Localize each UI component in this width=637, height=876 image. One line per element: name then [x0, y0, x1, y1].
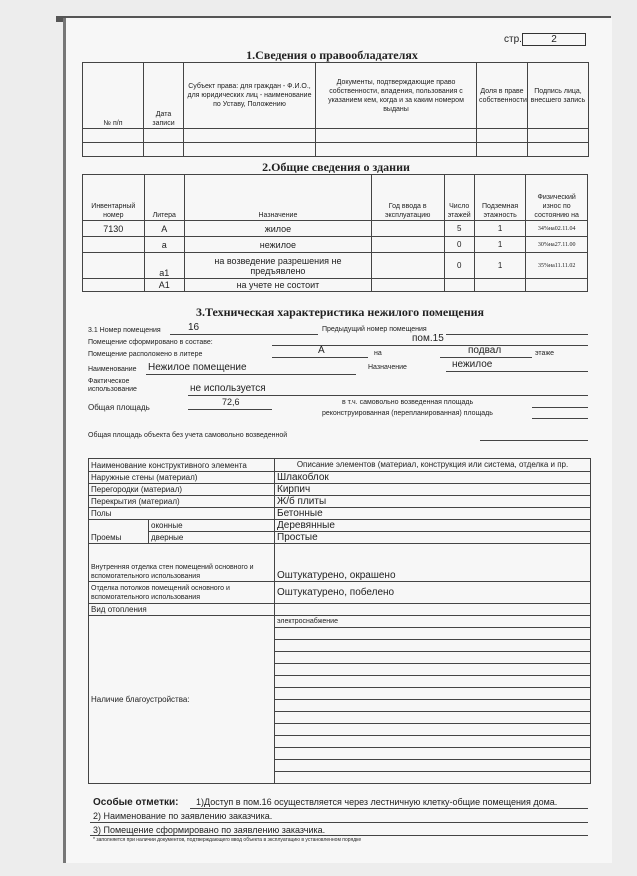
room-number: 16 [188, 322, 200, 333]
table-row [89, 472, 591, 484]
header-inventory: Инвентарный номер [83, 175, 145, 221]
header-year: Год ввода в эксплуатацию [371, 175, 444, 221]
underground-cell [474, 279, 526, 292]
header-signature: Подпись лица, внесшего запись [528, 63, 589, 129]
litera-cell: А1 [144, 279, 184, 292]
walls-value: Шлакоблок [275, 472, 591, 484]
selfbuilt-label: в т.ч. самовольно возведенная площадь [342, 399, 474, 406]
table-row [89, 532, 591, 544]
formed-value: пом.15 [412, 333, 444, 344]
header-element-name: Наименование конструктивного элемента [89, 459, 275, 472]
litera-cell: а1 [144, 253, 184, 279]
ceilings-label: Отделка потолков помещений основного и вспомогательного использования [89, 582, 275, 604]
floors-cell: 0 [444, 237, 474, 253]
table-row [83, 221, 588, 237]
room-number-label: 3.1 Номер помещения [88, 327, 161, 334]
inner-walls-label: Внутренняя отделка стен помещений основного и вспомогательного использования [89, 544, 275, 582]
purpose-cell: на учете не состоит [185, 279, 372, 292]
litera-label: Помещение расположено в литере [88, 351, 203, 358]
table-row [89, 484, 591, 496]
floor-label: Полы [89, 508, 275, 520]
header-date: Дата записи [144, 63, 184, 129]
name-label: Наименование [88, 366, 137, 373]
header-wear: Физический износ по состоянию на [526, 175, 588, 221]
heating-value [275, 604, 591, 616]
inventory-number [83, 253, 145, 279]
floors-value: Ж/б плиты [275, 496, 591, 508]
underground-cell: 1 [474, 221, 526, 237]
door-label: дверные [149, 532, 275, 544]
building-table [82, 174, 588, 292]
purpose-cell: на возведение разрешения не предъявлено [185, 253, 372, 279]
table-row [83, 237, 588, 253]
reconstructed-label: реконструированная (перепланированная) площадь [322, 410, 493, 417]
name-value: Нежилое помещение [148, 362, 247, 373]
actual-use-value: не используется [190, 383, 266, 394]
underground-cell: 1 [474, 253, 526, 279]
scan-edge-left [63, 18, 66, 863]
header-documents: Документы, подтверждающие право собственности, владения, пользования с указанием кем, когда и за каким номером выданы [316, 63, 477, 129]
floor-value: подвал [468, 345, 502, 356]
purpose-cell: жилое [185, 221, 372, 237]
wear-cell [526, 279, 588, 292]
inventory-number: 7130 [83, 221, 145, 237]
ceilings-value: Оштукатурено, побелено [275, 582, 591, 604]
wear-cell: 35%на11.11.02 [526, 253, 588, 279]
table-row [89, 604, 591, 616]
section3-title: 3.Техническая характеристика нежилого помещения [195, 305, 485, 319]
owners-table [82, 62, 589, 157]
area-without-label: Общая площадь объекта без учета самовольно возведенной [88, 432, 288, 439]
wear-cell: 30%на27.11.00 [526, 237, 588, 253]
notes-label: Особые отметки: [93, 797, 179, 808]
floors-cell: 5 [444, 221, 474, 237]
table-row [89, 616, 591, 628]
table-row [83, 253, 588, 279]
page-number: 2 [522, 33, 586, 46]
purpose-cell: нежилое [185, 237, 372, 253]
year-cell [371, 237, 444, 253]
floors-label: Перекрытия (материал) [89, 496, 275, 508]
litera-cell: А [144, 221, 184, 237]
amenities-label: Наличие благоустройства: [89, 616, 275, 784]
year-cell [371, 221, 444, 237]
partitions-value: Кирпич [275, 484, 591, 496]
on-label: на [374, 350, 382, 357]
walls-label: Наружные стены (материал) [89, 472, 275, 484]
underground-cell: 1 [474, 237, 526, 253]
floor-value: Бетонные [275, 508, 591, 520]
table-row [89, 544, 591, 582]
header-floors: Число этажей [444, 175, 474, 221]
inventory-number [83, 237, 145, 253]
door-value: Простые [275, 532, 591, 544]
footnote: * заполняется при наличии документов, подтверждающего ввод объекта в эксплуатацию в установленном порядке [93, 837, 362, 843]
table-row [89, 496, 591, 508]
year-cell [371, 253, 444, 279]
notes-line2: 2) Наименование по заявлению заказчика. [93, 811, 273, 821]
inventory-number [83, 279, 145, 292]
litera-cell: а [144, 237, 184, 253]
notes-line1: 1)Доступ в пом.16 осуществляется через лестничную клетку-общие помещения дома. [196, 797, 558, 807]
area-value: 72,6 [222, 397, 240, 407]
header-element-description: Описание элементов (материал, конструкция или система, отделка и пр. [275, 459, 591, 472]
table-row [83, 129, 589, 143]
header-subject: Субъект права: для граждан - Ф.И.О., для юридических лиц - наименование по Уставу, Положению [184, 63, 316, 129]
header-number: № п/п [83, 63, 144, 129]
purpose-value: нежилое [452, 359, 493, 370]
wear-cell: 34%на02.11.04 [526, 221, 588, 237]
table-row [83, 279, 588, 292]
elements-table [88, 458, 591, 784]
floor-label: этаже [535, 350, 555, 357]
floors-cell: 0 [444, 253, 474, 279]
actual-use-label: Фактическое использование [88, 378, 137, 393]
window-label: оконные [149, 520, 275, 532]
header-purpose: Назначение [185, 175, 372, 221]
prev-number-label: Предыдущий номер помещения [322, 326, 427, 333]
section2-title: 2.Общие сведения о здании [262, 160, 410, 174]
header-underground: Подземная этажность [474, 175, 526, 221]
formed-label: Помещение сформировано в составе: [88, 339, 213, 346]
heating-label: Вид отопления [89, 604, 275, 616]
inner-walls-value: Оштукатурено, окрашено [275, 544, 591, 582]
table-row [89, 508, 591, 520]
header-litera: Литера [144, 175, 184, 221]
openings-label: Проемы [89, 520, 149, 544]
notes-line3: 3) Помещение сформировано по заявлению заказчика. [93, 825, 326, 835]
area-label: Общая площадь [88, 403, 150, 412]
window-value: Деревянные [275, 520, 591, 532]
purpose-label: Назначение [368, 364, 407, 371]
year-cell [371, 279, 444, 292]
amenities-first: электроснабжение [275, 616, 591, 628]
table-row [83, 143, 589, 157]
section1-title: 1.Сведения о правообладателях [246, 48, 418, 62]
floors-cell [444, 279, 474, 292]
header-share: Доля в праве собственности [477, 63, 528, 129]
page-label: стр. [504, 34, 522, 45]
table-row [89, 582, 591, 604]
table-row [89, 520, 591, 532]
litera-value: А [318, 345, 325, 356]
partitions-label: Перегородки (материал) [89, 484, 275, 496]
